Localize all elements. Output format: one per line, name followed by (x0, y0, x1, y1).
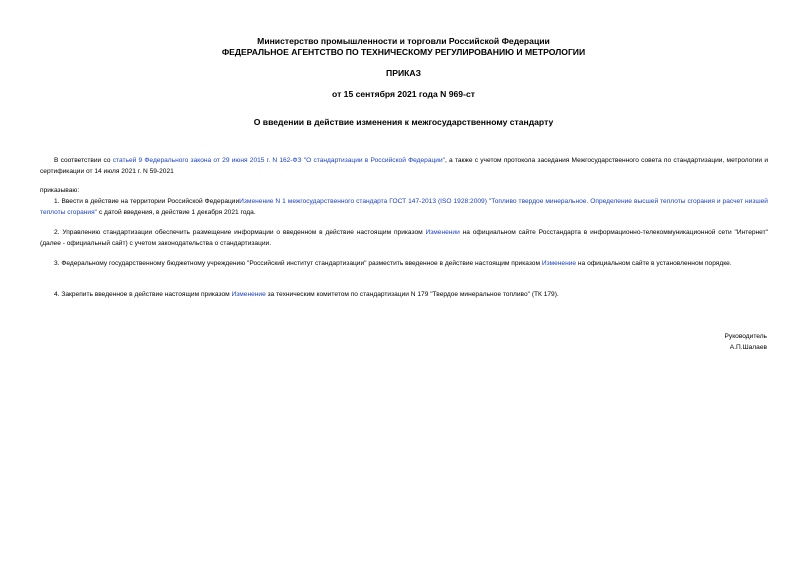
item-3-change-link[interactable]: Изменение (541, 260, 577, 267)
signature-name: А.П.Шалаев (729, 344, 767, 351)
agency-name: ФЕДЕРАЛЬНОЕ АГЕНТСТВО ПО ТЕХНИЧЕСКОМУ РЕГУЛИРОВАНИЮ И МЕТРОЛОГИИ (221, 47, 586, 57)
item-2-change-link[interactable]: Изменении (425, 229, 460, 236)
item-4 (40, 290, 768, 301)
signature-title: Руководитель (724, 333, 767, 340)
order-word: приказываю: (40, 187, 80, 194)
item-2-text-after: на официальном сайте Росстандарта в информационно-телекоммуникационной сети "Интернет" (далее - официальный сайт) с учетом законодательства о стандартизации. (40, 229, 768, 247)
item-2 (40, 228, 768, 249)
intro-text-after: , а также с учетом протокола заседания Межгосударственного совета по стандартизации, метрологии и сертификации от 14 июля 2021 г. N 59-2021 (40, 157, 768, 175)
ministry-name: Министерство промышленности и торговли Российской Федерации (257, 36, 550, 46)
item-2-text-before: 2. Управлению стандартизации обеспечить размещение информации о введенном в действие настоящим приказом (54, 229, 426, 236)
document-date-number: от 15 сентября 2021 года N 969-ст (332, 89, 475, 99)
item-3 (40, 259, 768, 270)
item-3-text-after: на официальном сайте в установленном порядке. (576, 260, 732, 267)
item-4-change-link[interactable]: Изменение (231, 291, 266, 298)
document-type: ПРИКАЗ (386, 68, 421, 78)
intro-paragraph (40, 156, 768, 177)
law-link[interactable]: статьей 9 Федерального закона от 29 июня 2015 г. N 162-ФЗ "О стандартизации в Российской Федерации" (112, 157, 445, 164)
item-3-text-before: 3. Федеральному государственному бюджетному учреждению "Российский институт стандартизации" разместить введенное в действие настоящим приказом (54, 260, 542, 267)
document-subject: О введении в действие изменения к межгосударственному стандарту (253, 117, 554, 127)
item-1 (40, 197, 768, 218)
item-4-text-after: за техническим комитетом по стандартизации N 179 "Твердое минеральное топливо" (ТК 179). (265, 291, 559, 298)
intro-text-before: В соответствии со (54, 157, 113, 164)
standard-change-link[interactable]: Изменение N 1 межгосударственного стандарта ГОСТ 147-2013 (ISO 1928:2009) "Топливо твердое минеральное. Определение высшей теплоты сгорания и расчет низшей теплоты сгорания" (40, 198, 768, 216)
item-1-text-before: 1. Ввести в действие на территории Российской Федерации (54, 198, 240, 205)
item-4-text-before: 4. Закрепить введенное в действие настоящим приказом (54, 291, 232, 298)
item-1-text-after: с датой введения, в действие 1 декабря 2021 года. (97, 208, 256, 216)
